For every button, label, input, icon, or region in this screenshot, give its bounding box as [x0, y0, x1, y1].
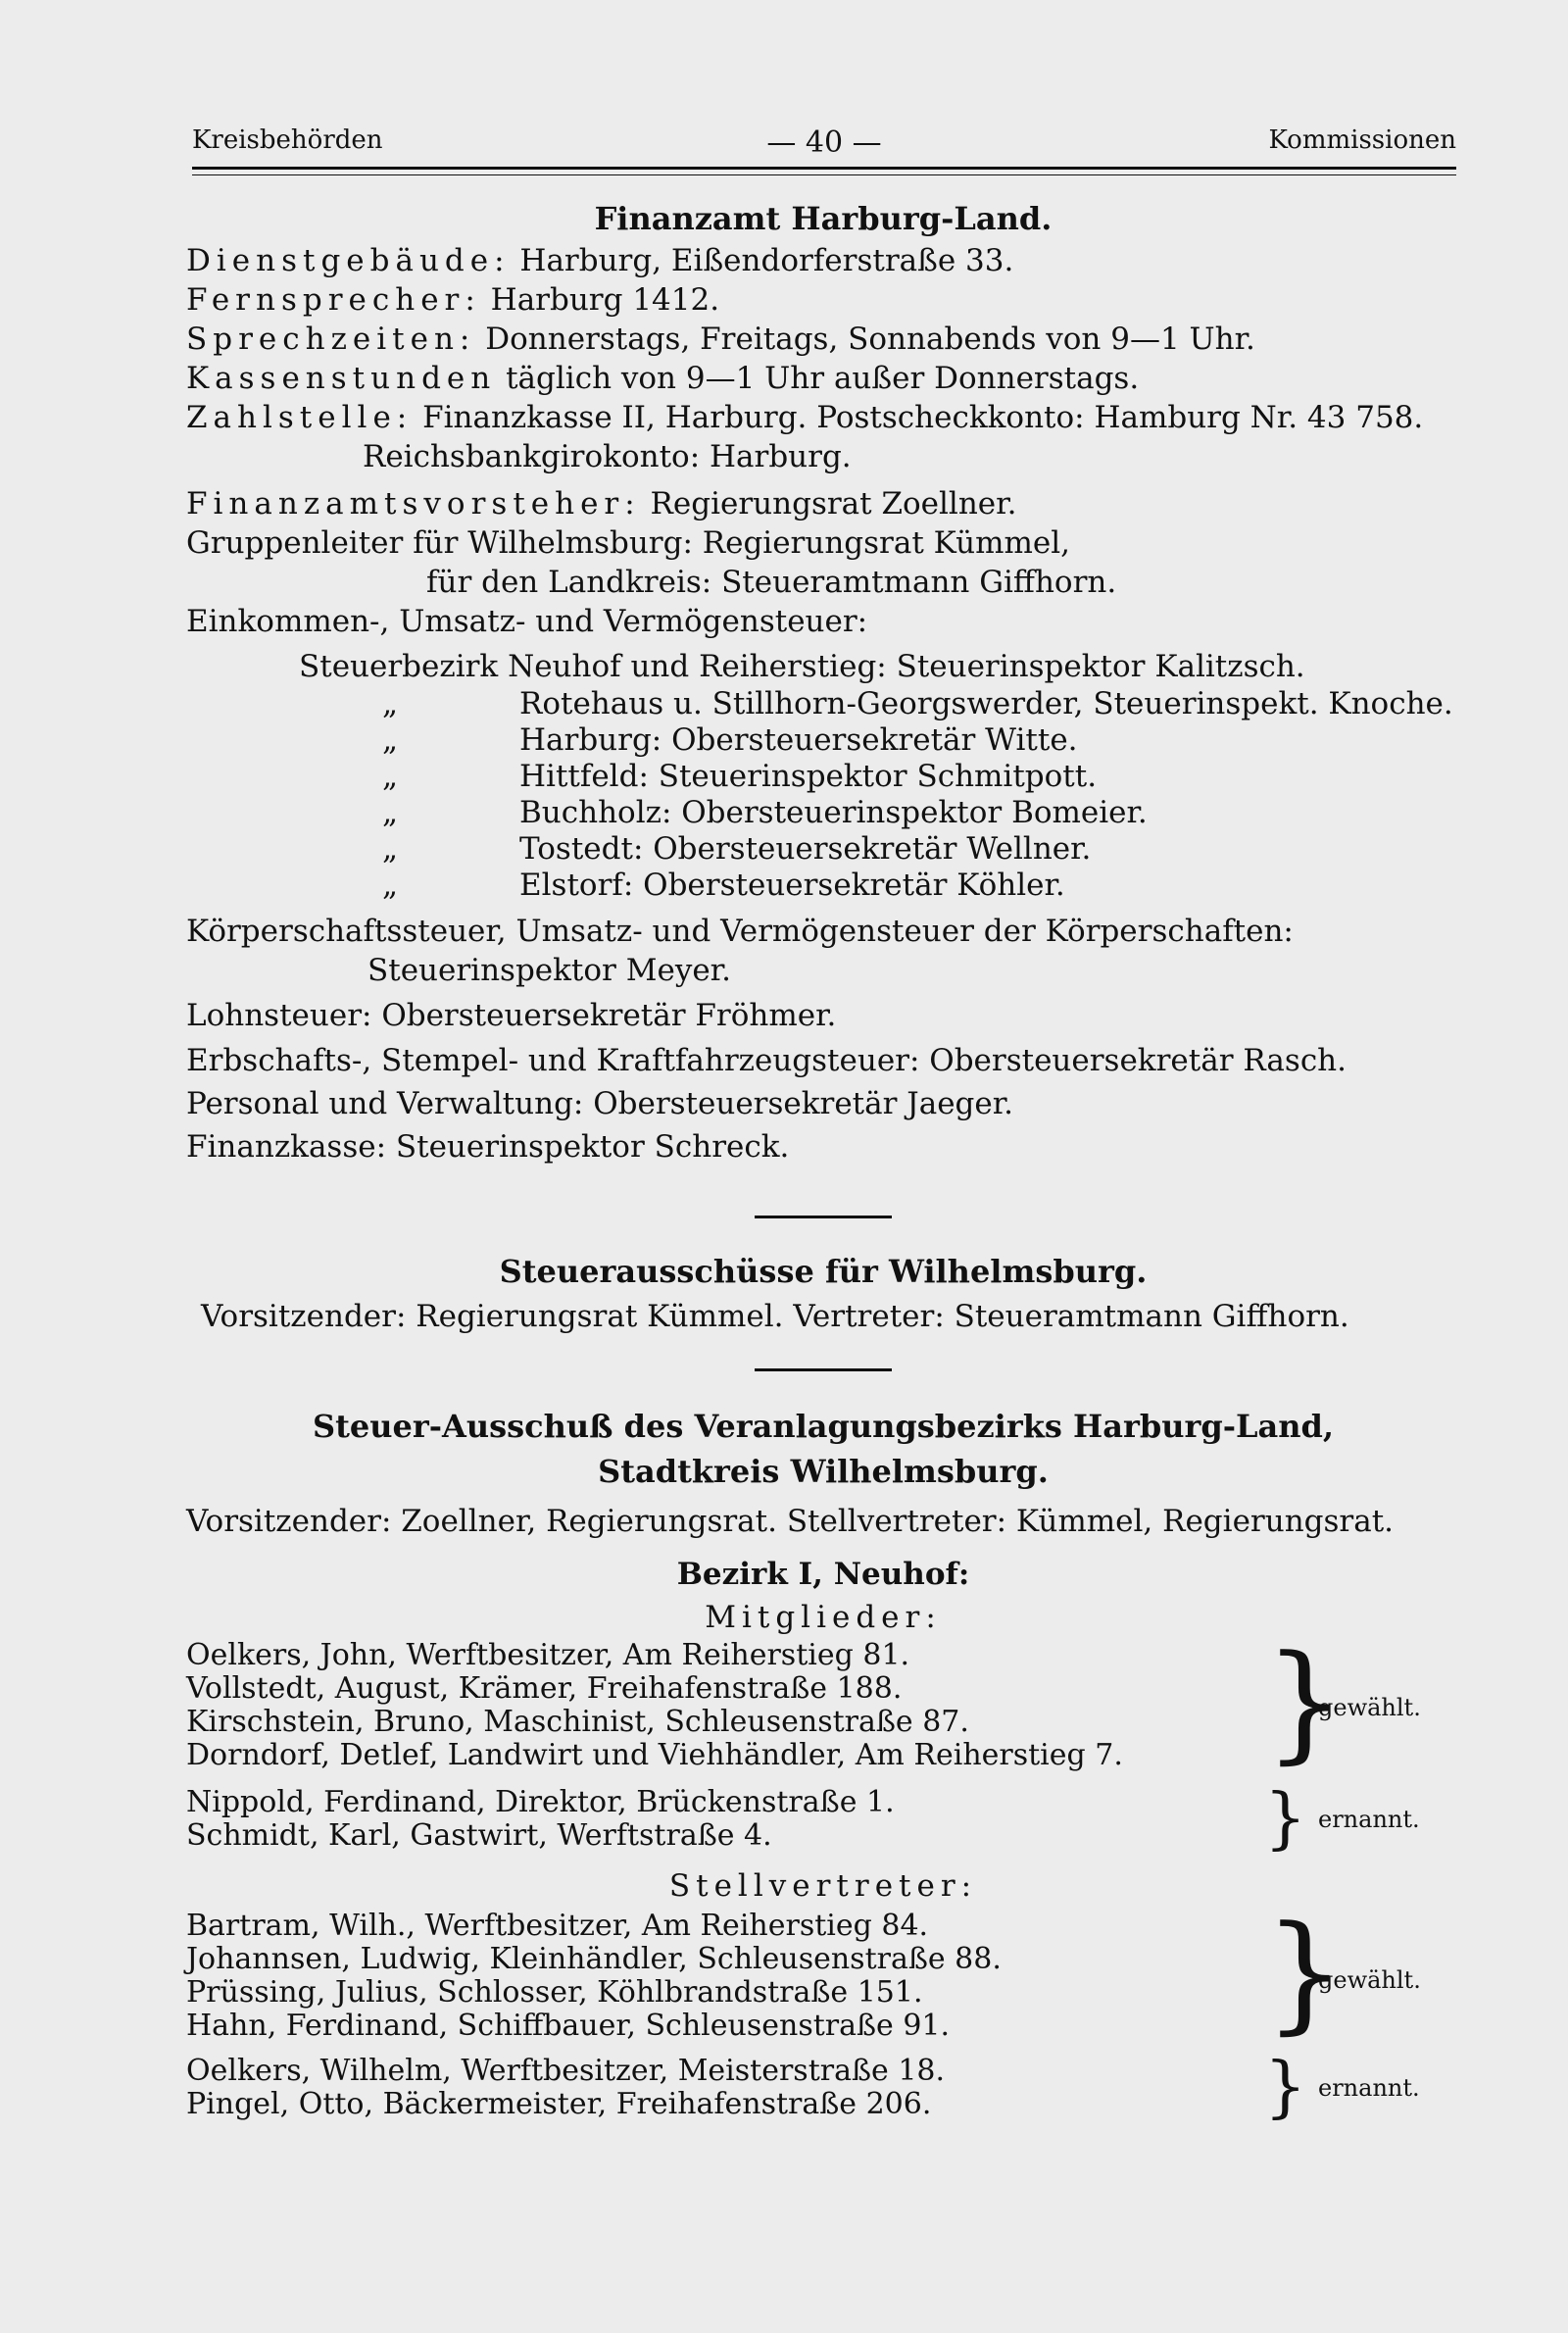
koerperschaft-line: Steuerinspektor Meyer. — [368, 953, 731, 988]
vorsitz-line: Vorsitzender: Zoellner, Regierungsrat. Stellvertreter: Kümmel, Regierungsrat. — [186, 1504, 1395, 1539]
section-title: Finanzamt Harburg-Land. — [594, 200, 1053, 237]
list-item: Vollstedt, August, Krämer, Freihafenstraße 188. — [186, 1671, 903, 1706]
section-subtitle: Stadtkreis Wilhelmsburg. — [598, 1453, 1049, 1490]
list-item: Prüssing, Julius, Schlosser, Köhlbrandstraße 151. — [186, 1975, 923, 2010]
bezirk-heading: Bezirk I, Neuhof: — [676, 1557, 970, 1592]
section-finanzamt — [186, 196, 1460, 1166]
stellvertreter-gewaehlt-group — [186, 1898, 1460, 2047]
page-number: — 40 — — [766, 125, 882, 160]
koerperschaft-line: Körperschaftssteuer, Umsatz- und Vermögensteuer der Körperschaften: — [186, 914, 1294, 949]
gruppenleiter-line: für den Landkreis: Steueramtmann Giffhorn. — [426, 565, 1117, 600]
bezirk-line: „ Buchholz: Obersteuerinspektor Bomeier. — [382, 795, 1148, 830]
section-title: Steuerausschüsse für Wilhelmsburg. — [499, 1253, 1148, 1290]
list-item: Kirschstein, Bruno, Maschinist, Schleusenstraße 87. — [186, 1705, 969, 1739]
bezirk-line: Steuerbezirk Neuhof und Reiherstieg: Steuerinspektor Kalitzsch. — [299, 649, 1305, 684]
stellvertreter-heading: Stellvertreter: — [668, 1868, 978, 1904]
list-item: Johannsen, Ludwig, Kleinhändler, Schleusenstraße 88. — [186, 1942, 1002, 1976]
section-steuerausschuss — [186, 1404, 1460, 2126]
section-divider — [755, 1216, 892, 1218]
section-steuerausschuesse — [186, 1250, 1460, 1336]
ernannt-note: ernannt. — [1318, 1806, 1420, 1833]
bezirk-line: „ Harburg: Obersteuersekretär Witte. — [382, 722, 1078, 758]
brace-icon: } — [1264, 1898, 1346, 2047]
section-title: Steuer-Ausschuß des Veranlagungsbezirks Harburg-Land, — [312, 1408, 1335, 1445]
header-right: Kommissionen — [1268, 125, 1456, 155]
personal-line: Personal und Verwaltung: Obersteuersekretär Jaeger. — [186, 1086, 1014, 1121]
list-item: Hahn, Ferdinand, Schiffbauer, Schleusenstraße 91. — [186, 2009, 951, 2043]
vorsteher-line: Finanzamtsvorsteher: Regierungsrat Zoellner. — [186, 486, 1017, 521]
bezirk-line: „ Elstorf: Obersteuersekretär Köhler. — [382, 868, 1065, 903]
header-left: Kreisbehörden — [192, 125, 383, 155]
info-line: Kassenstunden täglich von 9—1 Uhr außer Donnerstags. — [186, 361, 1140, 396]
info-line: Dienstgebäude: Harburg, Eißendorferstraße 33. — [186, 243, 1014, 278]
bezirk-line: „ Hittfeld: Steuerinspektor Schmitpott. — [382, 759, 1098, 794]
list-item: Pingel, Otto, Bäckermeister, Freihafenstraße 206. — [186, 2087, 932, 2121]
reichsbank-line: Reichsbankgirokonto: Harburg. — [363, 439, 852, 474]
lohnsteuer-line: Lohnsteuer: Obersteuersekretär Fröhmer. — [186, 998, 837, 1033]
brace-icon: } — [1264, 2049, 1307, 2126]
list-item: Schmidt, Karl, Gastwirt, Werftstraße 4. — [186, 1818, 772, 1853]
list-item: Oelkers, John, Werftbesitzer, Am Reiherstieg 81. — [186, 1638, 910, 1672]
info-line: Sprechzeiten: Donnerstags, Freitags, Sonnabends von 9—1 Uhr. — [186, 322, 1255, 357]
erbschaft-line: Erbschafts-, Stempel- und Kraftfahrzeugsteuer: Obersteuersekretär Rasch. — [186, 1043, 1347, 1078]
brace-icon: } — [1264, 1780, 1307, 1858]
vorsitz-line: Vorsitzender: Regierungsrat Kümmel. Vertreter: Steueramtmann Giffhorn. — [201, 1299, 1349, 1334]
brace-icon: } — [1264, 1627, 1346, 1776]
running-header — [192, 125, 1456, 165]
einkommen-line: Einkommen-, Umsatz- und Vermögensteuer: — [186, 604, 868, 639]
section-divider — [755, 1368, 892, 1371]
stellvertreter-ernannt-group — [186, 2049, 1460, 2126]
bezirk-line: „ Rotehaus u. Stillhorn-Georgswerder, Steuerinspekt. Knoche. — [382, 686, 1453, 721]
bezirk-line: „ Tostedt: Obersteuersekretär Wellner. — [382, 831, 1092, 867]
list-item: Bartram, Wilh., Werftbesitzer, Am Reiherstieg 84. — [186, 1909, 929, 1943]
mitglieder-ernannt-group — [186, 1780, 1460, 1858]
info-line: Zahlstelle: Finanzkasse II, Harburg. Postscheckkonto: Hamburg Nr. 43 758. — [186, 400, 1424, 435]
mitglieder-gewaehlt-group — [186, 1627, 1460, 1776]
gewaehlt-note: gewählt. — [1318, 1966, 1421, 1994]
header-rule-thin — [192, 174, 1456, 175]
list-item: Dorndorf, Detlef, Landwirt und Viehhändler, Am Reiherstieg 7. — [186, 1738, 1123, 1772]
ernannt-note: ernannt. — [1318, 2074, 1420, 2102]
gewaehlt-note: gewählt. — [1318, 1694, 1421, 1721]
finanzkasse-line: Finanzkasse: Steuerinspektor Schreck. — [186, 1129, 790, 1165]
header-rule — [192, 167, 1456, 170]
info-line: Fernsprecher: Harburg 1412. — [186, 282, 720, 318]
mitglieder-heading: Mitglieder: — [705, 1600, 942, 1635]
list-item: Nippold, Ferdinand, Direktor, Brückenstraße 1. — [186, 1785, 895, 1819]
list-item: Oelkers, Wilhelm, Werftbesitzer, Meisterstraße 18. — [186, 2054, 946, 2088]
gruppenleiter-line: Gruppenleiter für Wilhelmsburg: Regierungsrat Kümmel, — [186, 525, 1071, 561]
